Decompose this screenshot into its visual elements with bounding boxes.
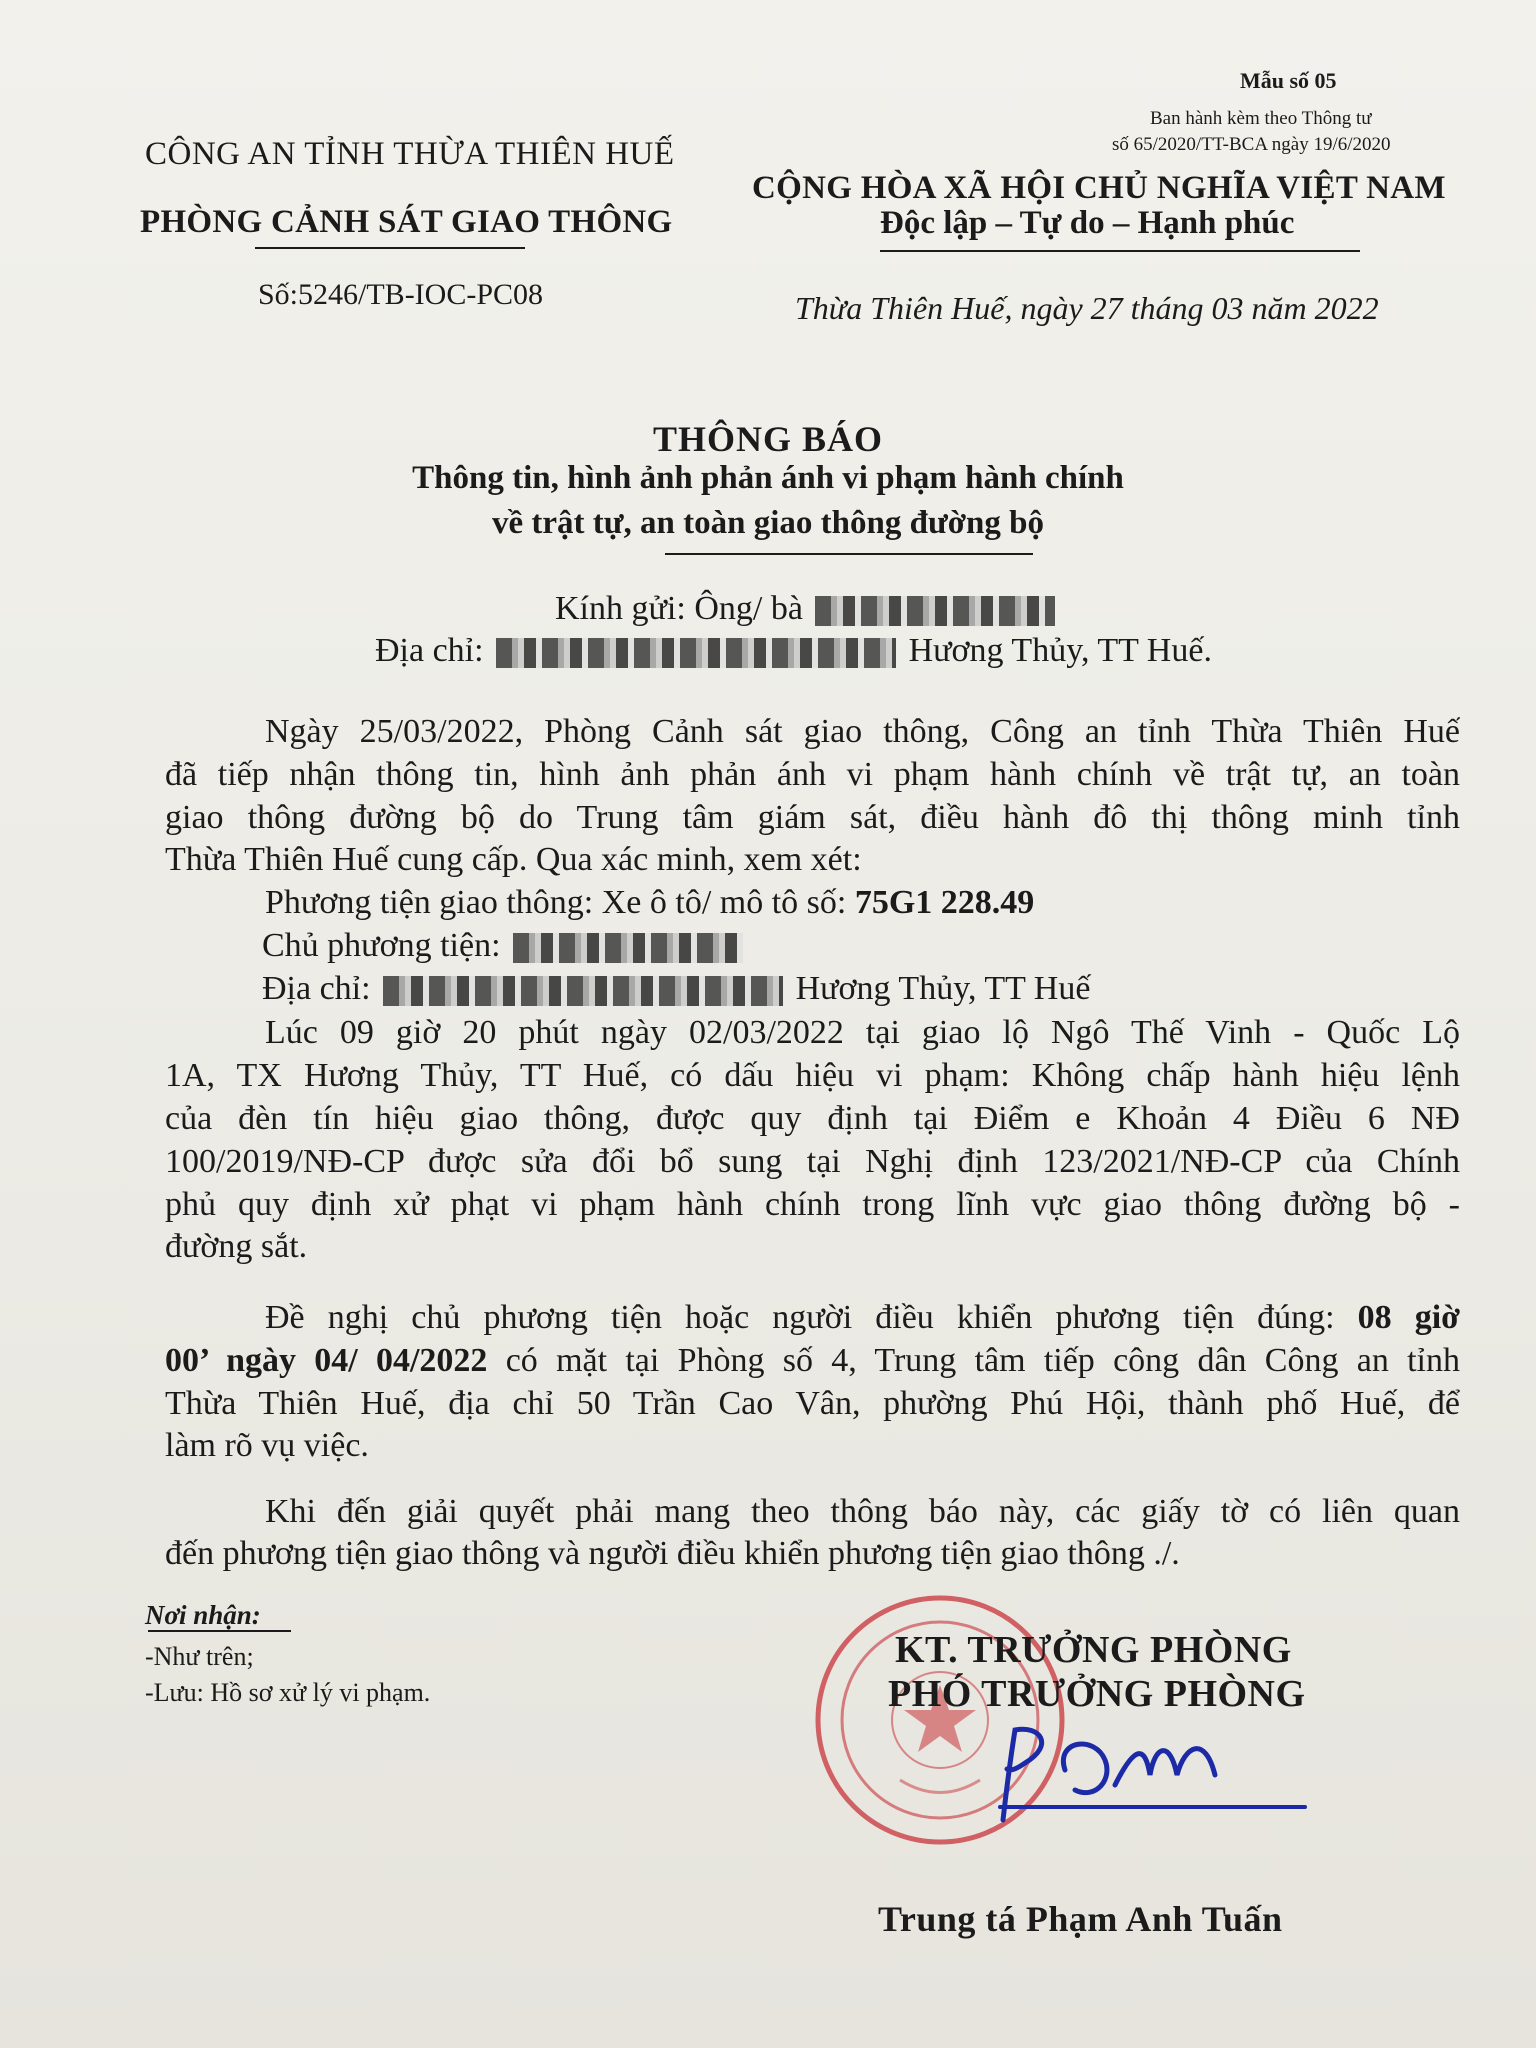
owner-address-line xyxy=(262,970,1090,1008)
handwritten-signature xyxy=(985,1715,1315,1835)
notice-title: THÔNG BÁO xyxy=(652,419,884,459)
department-name: PHÒNG CẢNH SÁT GIAO THÔNG xyxy=(140,204,673,240)
para3-line1-text: Đề nghị chủ phương tiện hoặc người điều khiển phương tiện đúng: xyxy=(265,1299,1335,1336)
recipient-address-label: Địa chỉ: xyxy=(375,632,484,669)
nation-title: CỘNG HÒA XÃ HỘI CHỦ NGHĨA VIỆT NAM xyxy=(752,170,1446,206)
recipient-greeting: Kính gửi: Ông/ bà xyxy=(555,590,803,627)
para3-line4: làm rõ vụ việc. xyxy=(165,1427,369,1464)
para1-line4: Thừa Thiên Huế cung cấp. Qua xác minh, xem xét: xyxy=(165,841,862,878)
para2-line3: của đèn tín hiệu giao thông, được quy định tại Điểm e Khoản 4 Điều 6 NĐ xyxy=(165,1100,1460,1137)
para2-line4: 100/2019/NĐ-CP được sửa đổi bổ sung tại Nghị định 123/2021/NĐ-CP của Chính xyxy=(165,1143,1460,1180)
owner-label: Chủ phương tiện: xyxy=(262,927,501,964)
agency-name: CÔNG AN TỈNH THỪA THIÊN HUẾ xyxy=(145,136,675,172)
para1-line2: đã tiếp nhận thông tin, hình ảnh phản ánh vi phạm hành chính về trật tự, an toàn xyxy=(165,756,1460,793)
owner-address-tail: Hương Thủy, TT Huế xyxy=(795,970,1091,1007)
signature-title-1: KT. TRƯỞNG PHÒNG xyxy=(895,1629,1292,1671)
appointment-date: 00’ ngày 04/ 04/2022 xyxy=(165,1342,488,1379)
para1-line1: Ngày 25/03/2022, Phòng Cảnh sát giao thông, Công an tỉnh Thừa Thiên Huế xyxy=(265,713,1460,750)
notice-subtitle-2: về trật tự, an toàn giao thông đường bộ xyxy=(491,505,1044,541)
para4-line2: đến phương tiện giao thông và người điều khiển phương tiện giao thông ./. xyxy=(165,1535,1180,1572)
recipient-line xyxy=(555,590,1059,628)
para2-line5: phủ quy định xử phạt vi phạm hành chính trong lĩnh vực giao thông đường bộ - xyxy=(165,1186,1460,1223)
owner-address-label: Địa chỉ: xyxy=(262,970,371,1007)
recipient-address-tail: Hương Thủy, TT Huế. xyxy=(908,632,1212,669)
receiver-item: -Lưu: Hồ sơ xử lý vi phạm. xyxy=(145,1678,431,1707)
vehicle-label: Phương tiện giao thông: Xe ô tô/ mô tô số: xyxy=(265,884,847,921)
para3-line2 xyxy=(165,1341,1460,1383)
form-issued-line2: số 65/2020/TT-BCA ngày 19/6/2020 xyxy=(1112,134,1391,155)
redacted-owner xyxy=(513,933,743,963)
para1-line3: giao thông đường bộ do Trung tâm giám sát, điều hành đô thị thông minh tỉnh xyxy=(165,799,1460,836)
subtitle-underline xyxy=(665,553,1033,555)
national-motto: Độc lập – Tự do – Hạnh phúc xyxy=(880,205,1295,241)
appointment-hour: 08 giờ xyxy=(1357,1299,1460,1336)
vehicle-line xyxy=(265,884,1034,922)
para2-line1: Lúc 09 giờ 20 phút ngày 02/03/2022 tại giao lộ Ngô Thế Vinh - Quốc Lộ xyxy=(265,1014,1460,1051)
receivers-underline xyxy=(148,1630,291,1632)
para2-line2: 1A, TX Hương Thủy, TT Huế, có dấu hiệu vi phạm: Không chấp hành hiệu lệnh xyxy=(165,1057,1460,1094)
recipient-address-line xyxy=(375,632,1212,670)
motto-underline xyxy=(880,250,1360,252)
notice-subtitle-1: Thông tin, hình ảnh phản ánh vi phạm hành chính xyxy=(412,460,1124,496)
document-number: Số:5246/TB-IOC-PC08 xyxy=(258,278,544,311)
para3-line1 xyxy=(265,1298,1460,1340)
signer-name: Trung tá Phạm Anh Tuấn xyxy=(878,1899,1283,1939)
receiver-item: -Như trên; xyxy=(145,1642,254,1671)
license-plate: 75G1 228.49 xyxy=(854,884,1035,921)
signature-title-2: PHÓ TRƯỞNG PHÒNG xyxy=(888,1673,1306,1715)
para2-line6: đường sắt. xyxy=(165,1228,308,1265)
para3-line3: Thừa Thiên Huế, địa chỉ 50 Trần Cao Vân, phường Phú Hội, thành phố Huế, để xyxy=(165,1385,1460,1422)
redacted-owner-address xyxy=(383,976,783,1006)
department-underline xyxy=(255,247,525,249)
receivers-title: Nơi nhận: xyxy=(145,1600,261,1630)
para4-line1: Khi đến giải quyết phải mang theo thông báo này, các giấy tờ có liên quan xyxy=(265,1493,1460,1530)
owner-line xyxy=(262,927,747,965)
place-date: Thừa Thiên Huế, ngày 27 tháng 03 năm 2022 xyxy=(795,290,1379,326)
redacted-address xyxy=(496,638,896,668)
para3-line2-text: có mặt tại Phòng số 4, Trung tâm tiếp công dân Công an tỉnh xyxy=(505,1342,1460,1379)
redacted-name xyxy=(815,596,1055,626)
form-issued-line1: Ban hành kèm theo Thông tư xyxy=(1150,108,1372,129)
form-number: Mẫu số 05 xyxy=(1240,68,1337,93)
